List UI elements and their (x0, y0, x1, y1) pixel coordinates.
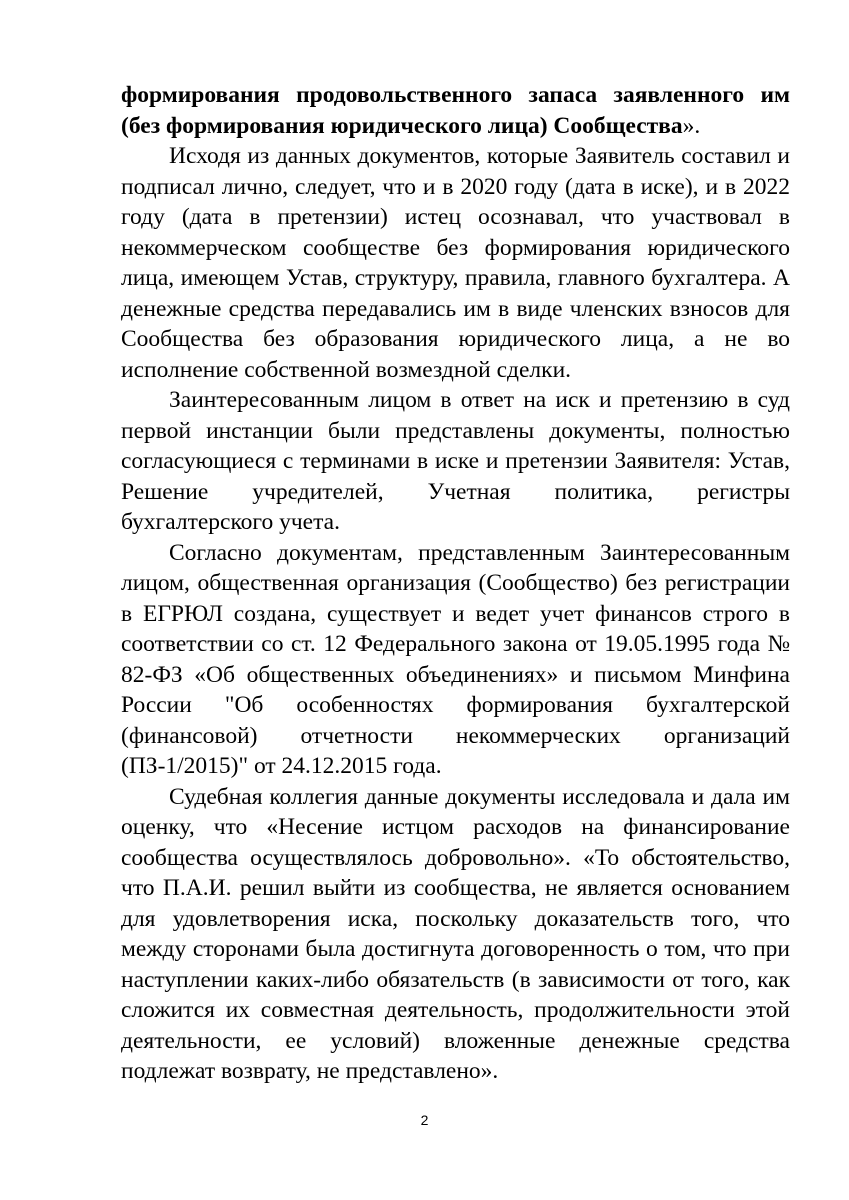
paragraph-court-assessment: Судебная коллегия данные документы исследовала и дала им оценку, что «Несение истцом расходов на финансирование сообщества осуществлялось добровольно». «То обстоятельство, что П.А.И. решил выйти из сообщества, не является основанием для удовлетворения иска, поскольку доказательств того, что между сторонами была достигнута договоренность о том, что при наступлении каких-либо обязательств (в зависимости от того, как сложится их совместная деятельность, продолжительности этой деятельности, ее условий) вложенные денежные средства подлежат возврату, не представлено». (121, 783, 790, 1084)
intro-tail-text: ». (682, 112, 701, 139)
paragraph-applicant-documents: Исходя из данных документов, которые Заявитель составил и подписал лично, следует, что и в 2020 году (дата в иске), и в 2022 году (дата в претензии) истец осознавал, что участвовал в некоммерческом сообществе без формирования юридического лица, имеющем Устав, структуру, правила, главного бухгалтера. А денежные средства передавались им в виде членских взносов для Сообщества без образования юридического лица, а не во исполнение собственной возмездной сделки. (121, 143, 790, 383)
intro-paragraph (121, 80, 790, 141)
paragraph-organization-accounting: Согласно документам, представленным Заинтересованным лицом, общественная организация (Сообщество) без регистрации в ЕГРЮЛ создана, существует и ведет учет финансов строго в соответствии со ст. 12 Федерального закона от 19.05.1995 года № 82-ФЗ «Об общественных объединениях» и письмом Минфина России "Об особенностях формирования бухгалтерской (финансовой) отчетности некоммерческих организаций (ПЗ-1/2015)" от 24.12.2015 года. (121, 539, 790, 779)
intro-bold-text: формирования продовольственного запаса заявленного им (без формирования юридического лица) Сообщества (121, 82, 790, 139)
page-number: 2 (420, 1112, 429, 1128)
document-page (121, 80, 790, 1087)
paragraph-interested-party-documents: Заинтересованным лицом в ответ на иск и претензию в суд первой инстанции были представлены документы, полностью согласующиеся с терминами в иске и претензии Заявителя: Устав, Решение учредителей, Учетная политика, регистры бухгалтерского учета. (121, 387, 790, 535)
